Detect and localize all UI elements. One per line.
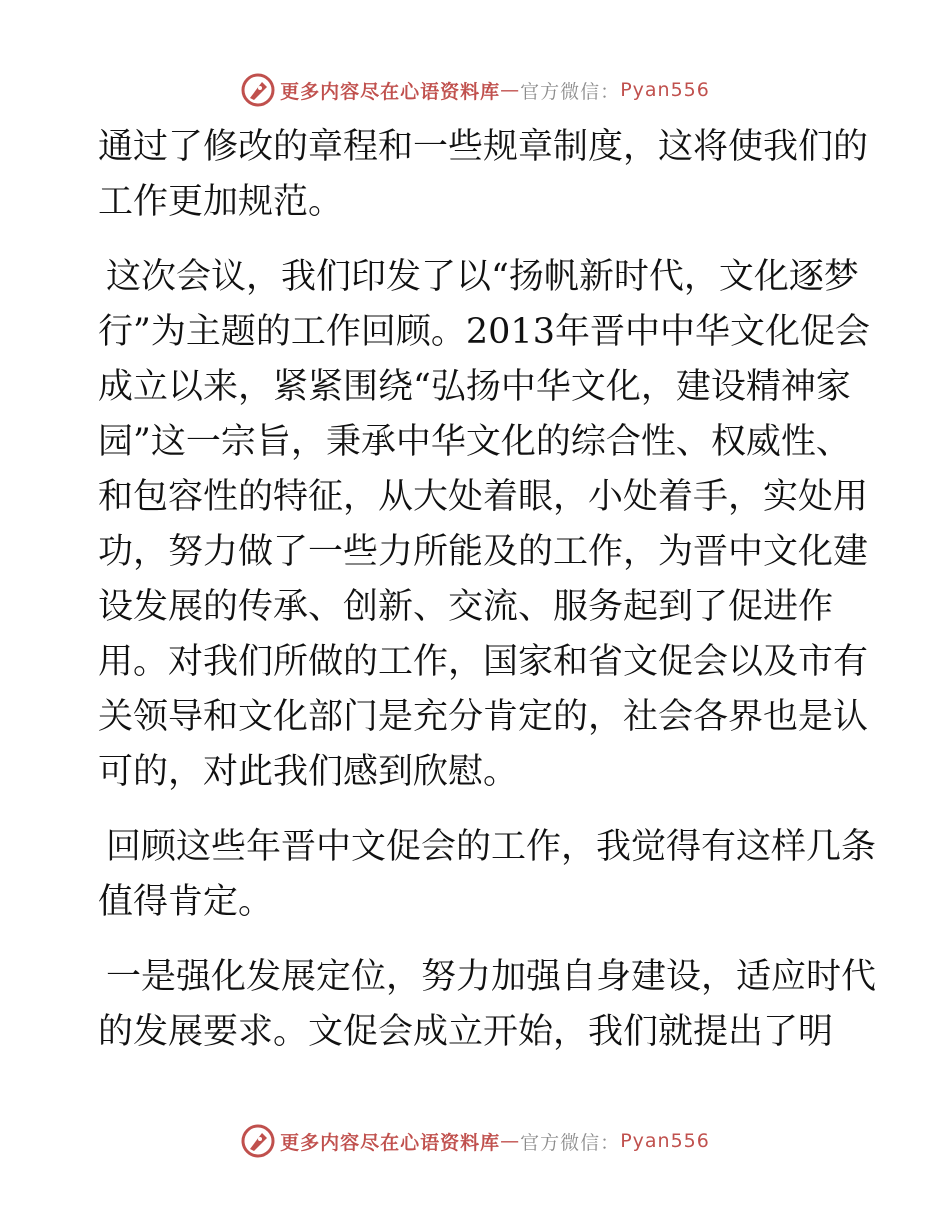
watermark-wechat-id: Pyan556 xyxy=(620,79,710,101)
paragraph-1: 通过了修改的章程和一些规章制度，这将使我们的工作更加规范。 xyxy=(98,127,869,222)
document-body xyxy=(98,120,878,1080)
watermark-wechat-label: 官方微信： xyxy=(520,80,621,103)
pen-nib-icon xyxy=(240,1123,276,1159)
watermark-wechat-label: 官方微信： xyxy=(520,1131,621,1154)
paragraph-4: 一是强化发展定位，努力加强自身建设，适应时代的发展要求。文促会成立开始，我们就提出了明 xyxy=(98,957,877,1052)
paragraph-3: 回顾这些年晋中文促会的工作，我觉得有这样几条值得肯定。 xyxy=(98,827,877,922)
watermark-separator: — xyxy=(500,79,521,101)
footer-watermark xyxy=(0,1121,950,1161)
header-watermark xyxy=(0,70,950,110)
paragraph-2: 这次会议，我们印发了以“扬帆新时代，文化逐梦行”为主题的工作回顾。2013年晋中中华文化促会成立以来，紧紧围绕“弘扬中华文化，建设精神家园”这一宗旨，秉承中华文化的综合性、权威性、和包容性的特征，从大处着眼，小处着手，实处用功，努力做了一些力所能及的工作，为晋中文化建设发展的传承、创新、交流、服务起到了促进作用。对我们所做的工作，国家和省文促会以及市有关领导和文化部门是充分肯定的，社会各界也是认可的，对此我们感到欣慰。 xyxy=(98,257,870,792)
pen-nib-icon xyxy=(240,72,276,108)
watermark-wechat-id: Pyan556 xyxy=(620,1130,710,1152)
watermark-separator: — xyxy=(500,1130,521,1152)
watermark-brand: 更多内容尽在心语资料库 xyxy=(280,1131,501,1154)
watermark-brand: 更多内容尽在心语资料库 xyxy=(280,80,501,103)
